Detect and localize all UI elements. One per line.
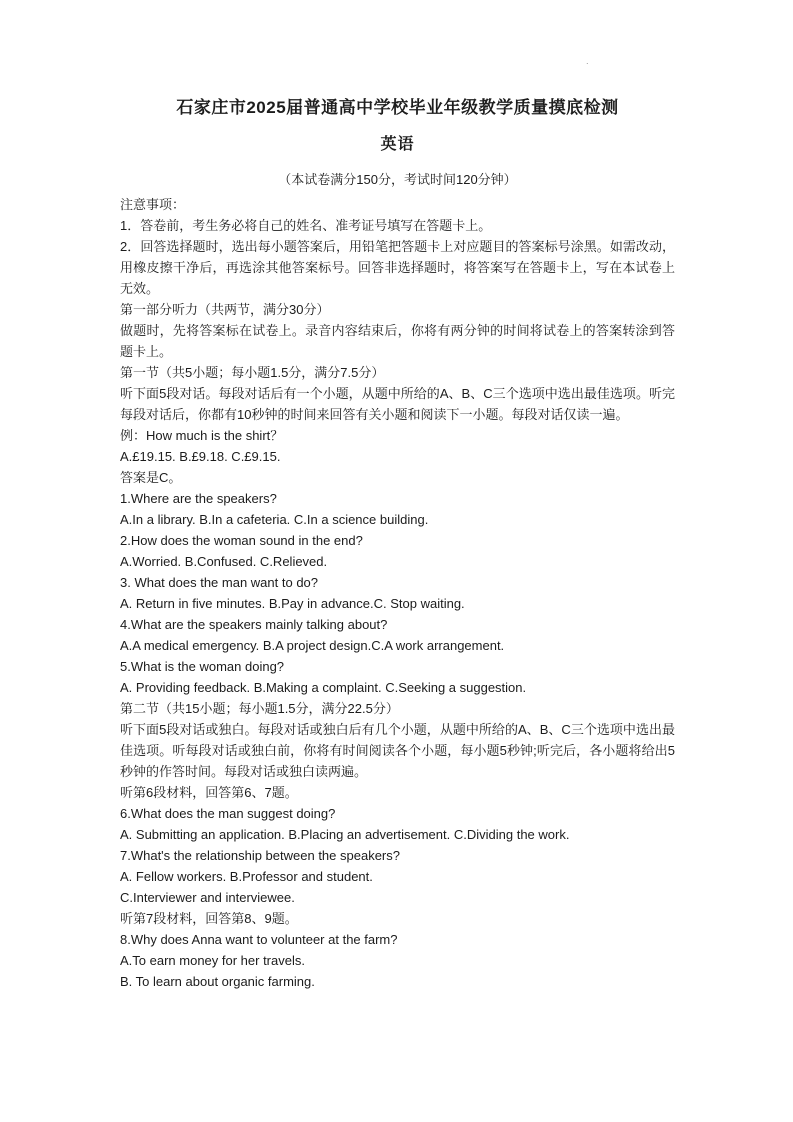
options-4: A.A medical emergency. B.A project design.C.A work arrangement. <box>120 638 505 653</box>
question-3: 3. What does the man want to do? <box>120 575 319 590</box>
question-1: 1.Where are the speakers? <box>120 491 277 506</box>
document-title: 石家庄市2025届普通高中学校毕业年级教学质量摸底检测 <box>176 98 619 117</box>
part-2-heading: 第二节（共15小题；每小题1.5分，满分22.5分） <box>120 701 399 716</box>
options-6: A. Submitting an application. B.Placing an advertisement. C.Dividing the work. <box>120 827 570 842</box>
options-7-line-2: C.Interviewer and interviewee. <box>120 890 295 905</box>
exam-body <box>120 194 675 992</box>
options-3: A. Return in five minutes. B.Pay in advance.C. Stop waiting. <box>120 596 465 611</box>
section-1-instructions: 做题时，先将答案标在试卷上。录音内容结束后，你将有两分钟的时间将试卷上的答案转涂到答题卡上。 <box>120 323 675 359</box>
material-6-instruction: 听第6段材料，回答第6、7题。 <box>120 785 298 800</box>
options-5: A. Providing feedback. B.Making a complaint. C.Seeking a suggestion. <box>120 680 527 695</box>
subject-title: 英语 <box>380 136 415 153</box>
options-8-line-1: A.To earn money for her travels. <box>120 953 305 968</box>
options-8-line-2: B. To learn about organic farming. <box>120 974 315 989</box>
notice-heading: 注意事项： <box>120 197 186 212</box>
part-1-instructions: 听下面5段对话。每段对话后有一个小题，从题中所给的A、B、C三个选项中选出最佳选项。听完每段对话后，你都有10秒钟的时间来回答有关小题和阅读下一小题。每段对话仅读一遍。 <box>120 386 675 422</box>
question-5: 5.What is the woman doing? <box>120 659 285 674</box>
question-6: 6.What does the man suggest doing? <box>120 806 336 821</box>
part-2-instructions: 听下面5段对话或独白。每段对话或独白后有几个小题，从题中所给的A、B、C三个选项中选出最佳选项。听每段对话或独白前，你将有时间阅读各个小题，每小题5秒钟;听完后，各小题将给出5秒钟的作答时间。每段对话或独白读两遍。 <box>120 722 675 779</box>
material-7-instruction: 听第7段材料，回答第8、9题。 <box>120 911 298 926</box>
question-8: 8.Why does Anna want to volunteer at the farm? <box>120 932 398 947</box>
question-2: 2.How does the woman sound in the end? <box>120 533 363 548</box>
part-1-heading: 第一节（共5小题；每小题1.5分，满分7.5分） <box>120 365 385 380</box>
example-answer: 答案是C。 <box>120 470 182 485</box>
stray-mark: ˙ <box>586 62 590 74</box>
example-options: A.£19.15. B.£9.18. C.£9.15. <box>120 449 281 464</box>
notice-item-1: 1．答卷前，考生务必将自己的姓名、准考证号填写在答题卡上。 <box>120 218 492 233</box>
options-2: A.Worried. B.Confused. C.Relieved. <box>120 554 328 569</box>
question-7: 7.What's the relationship between the speakers? <box>120 848 400 863</box>
options-1: A.In a library. B.In a cafeteria. C.In a science building. <box>120 512 429 527</box>
question-4: 4.What are the speakers mainly talking about? <box>120 617 388 632</box>
section-1-heading: 第一部分听力（共两节，满分30分） <box>120 302 330 317</box>
notice-item-2: 2．回答选择题时，选出每小题答案后，用铅笔把答题卡上对应题目的答案标号涂黑。如需改动，用橡皮擦干净后，再选涂其他答案标号。回答非选择题时，将答案写在答题卡上，写在本试卷上无效。 <box>120 239 675 296</box>
example-question: 例：How much is the shirt？ <box>120 428 284 443</box>
options-7-line-1: A. Fellow workers. B.Professor and student. <box>120 869 373 884</box>
exam-info: （本试卷满分150分，考试时间120分钟） <box>278 172 517 187</box>
